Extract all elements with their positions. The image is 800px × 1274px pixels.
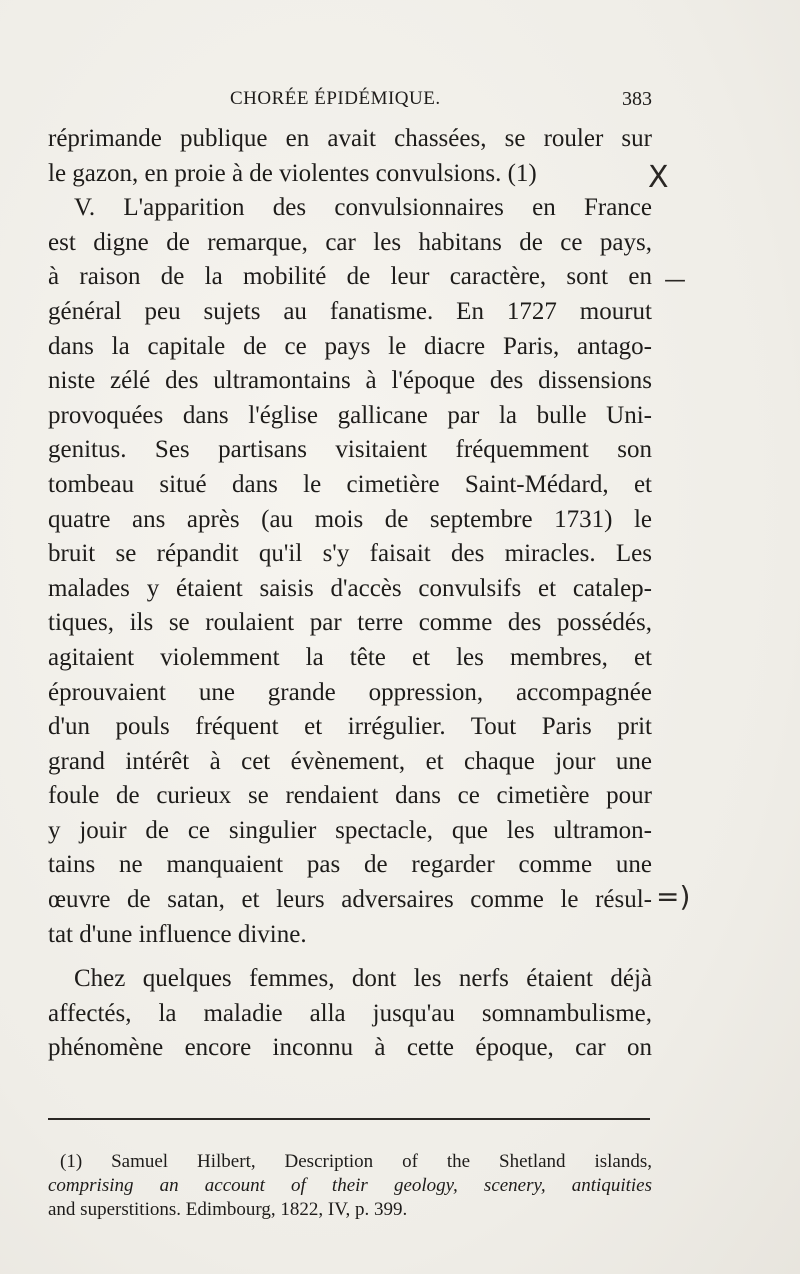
- footnote-line: comprising an account of their geology, scenery, antiquities: [48, 1175, 652, 1196]
- text-line: le gazon, en proie à de violentes convulsions. (1): [48, 159, 537, 187]
- page-number: 383: [622, 88, 652, 110]
- text-line: général peu sujets au fanatisme. En 1727 mourut: [48, 297, 652, 325]
- text-line: éprouvaient une grande oppression, accompagnée: [48, 678, 652, 706]
- text-line: réprimande publique en avait chassées, se rouler sur: [48, 125, 652, 152]
- text-line: genitus. Ses partisans visitaient fréquemment son: [48, 436, 652, 464]
- text-line: tiques, ils se roulaient par terre comme des possédés,: [48, 609, 652, 637]
- text-line: tombeau situé dans le cimetière Saint-Médard, et: [48, 470, 652, 498]
- margin-dash-mark: —: [664, 268, 686, 293]
- running-title: CHORÉE ÉPIDÉMIQUE.: [230, 88, 441, 109]
- text-line: niste zélé des ultramontains à l'époque des dissensions: [48, 367, 652, 395]
- body-text: [48, 122, 652, 1066]
- margin-equals-mark: =): [656, 880, 691, 913]
- text-line: agitaient violemment la tête et les membres, et: [48, 643, 652, 671]
- text-line: malades y étaient saisis d'accès convulsifs et catalep-: [48, 574, 652, 602]
- text-line: provoquées dans l'église gallicane par la bulle Uni-: [48, 401, 652, 429]
- footnotes: [48, 1150, 652, 1222]
- text-line: est digne de remarque, car les habitans de ce pays,: [48, 228, 652, 256]
- text-line: bruit se répandit qu'il s'y faisait des miracles. Les: [48, 540, 652, 568]
- text-line: œuvre de satan, et leurs adversaires comme le résul-: [48, 886, 652, 914]
- text-line: tat d'une influence divine.: [48, 920, 307, 948]
- text-line: foule de curieux se rendaient dans ce cimetière pour: [48, 782, 652, 810]
- page-header: [48, 88, 652, 116]
- text-line: Chez quelques femmes, dont les nerfs étaient déjà: [74, 965, 652, 993]
- text-line: grand intérêt à cet évènement, et chaque jour une: [48, 747, 652, 775]
- text-line: V. L'apparition des convulsionnaires en France: [74, 194, 652, 222]
- text-line: affectés, la maladie alla jusqu'au somnambulisme,: [48, 999, 652, 1027]
- footnote-rule: [48, 1118, 650, 1120]
- footnote-line: (1) Samuel Hilbert, Description of the Shetland islands,: [60, 1151, 652, 1172]
- footnote-line: and superstitions. Edimbourg, 1822, IV, p. 399.: [48, 1199, 408, 1220]
- text-line: à raison de la mobilité de leur caractère, sont en: [48, 263, 652, 291]
- text-line: quatre ans après (au mois de septembre 1731) le: [48, 505, 652, 533]
- text-line: tains ne manquaient pas de regarder comme une: [48, 851, 652, 879]
- text-line: y jouir de ce singulier spectacle, que les ultramon-: [48, 816, 652, 844]
- margin-cross-mark: X: [648, 160, 669, 195]
- text-line: dans la capitale de ce pays le diacre Paris, antago-: [48, 332, 652, 360]
- text-line: phénomène encore inconnu à cette époque, car on: [48, 1034, 652, 1062]
- text-line: d'un pouls fréquent et irrégulier. Tout Paris prit: [48, 713, 652, 741]
